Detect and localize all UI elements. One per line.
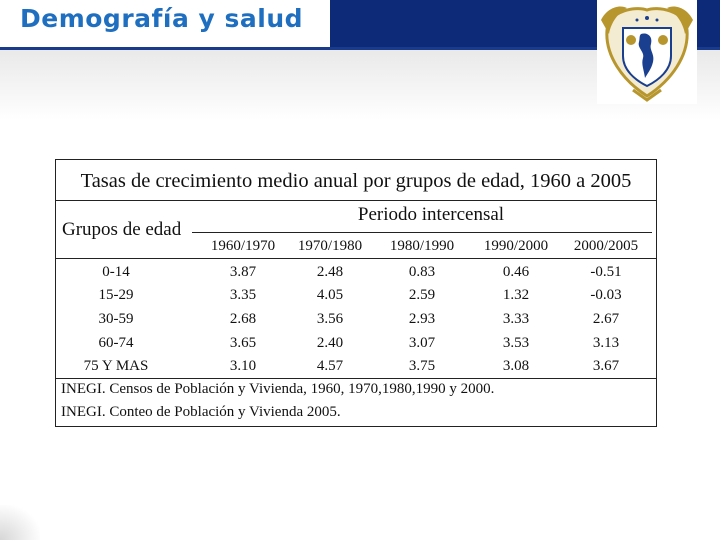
header-divider-line [56, 258, 656, 259]
source-note: INEGI. Censos de Población y Vivienda, 1960, 1970,1980,1990 y 2000. [61, 381, 495, 397]
column-header: 1970/1980 [297, 238, 363, 254]
table-cell: -0.03 [590, 287, 622, 303]
table-cell: 3.56 [316, 311, 344, 327]
table-title: Tasas de crecimiento medio anual por grupos de edad, 1960 a 2005 [80, 170, 632, 192]
table-cell: 3.35 [229, 287, 257, 303]
table-cell: 3.53 [502, 335, 530, 351]
table-cell: 3.08 [502, 358, 530, 374]
column-header: 2000/2005 [573, 238, 639, 254]
table-cell: 3.10 [229, 358, 257, 374]
table-cell: 3.13 [592, 335, 620, 351]
row-group-label: 15-29 [98, 287, 134, 303]
row-group-label: 30-59 [98, 311, 134, 327]
title-divider [56, 200, 656, 201]
column-header: 1990/2000 [483, 238, 549, 254]
table-cell: 2.67 [592, 311, 620, 327]
age-group-rule [192, 232, 208, 233]
column-header: 1960/1970 [210, 238, 276, 254]
corner-decoration [0, 505, 40, 540]
table-cell: 3.07 [408, 335, 436, 351]
table-cell: 0.46 [502, 264, 530, 280]
table-cell: 2.59 [408, 287, 436, 303]
age-group-header: Grupos de edad [62, 219, 182, 240]
table-cell: 1.32 [502, 287, 530, 303]
table-cell: 4.05 [316, 287, 344, 303]
table-cell: 2.48 [316, 264, 344, 280]
table-cell: 3.67 [592, 358, 620, 374]
table-cell: 3.87 [229, 264, 257, 280]
table-cell: -0.51 [590, 264, 622, 280]
table-cell: 2.40 [316, 335, 344, 351]
table-cell: 3.75 [408, 358, 436, 374]
table-cell: 2.93 [408, 311, 436, 327]
table-cell: 3.33 [502, 311, 530, 327]
table-cell: 3.65 [229, 335, 257, 351]
table-cell: 2.68 [229, 311, 257, 327]
row-group-label: 0-14 [102, 264, 130, 280]
source-note: INEGI. Conteo de Población y Vivienda 2005. [61, 404, 341, 420]
row-group-label: 60-74 [98, 335, 134, 351]
slide-title: Demografía y salud [20, 4, 304, 33]
table-cell: 4.57 [316, 358, 344, 374]
period-rule [206, 232, 652, 233]
row-group-label: 75 Y MAS [83, 358, 149, 374]
source-divider [56, 378, 656, 379]
column-header: 1980/1990 [389, 238, 455, 254]
logo [597, 0, 697, 104]
unam-crest-icon [597, 0, 697, 104]
period-group-header: Periodo intercensal [357, 204, 505, 225]
growth-rate-table [55, 159, 657, 427]
table-cell: 0.83 [408, 264, 436, 280]
